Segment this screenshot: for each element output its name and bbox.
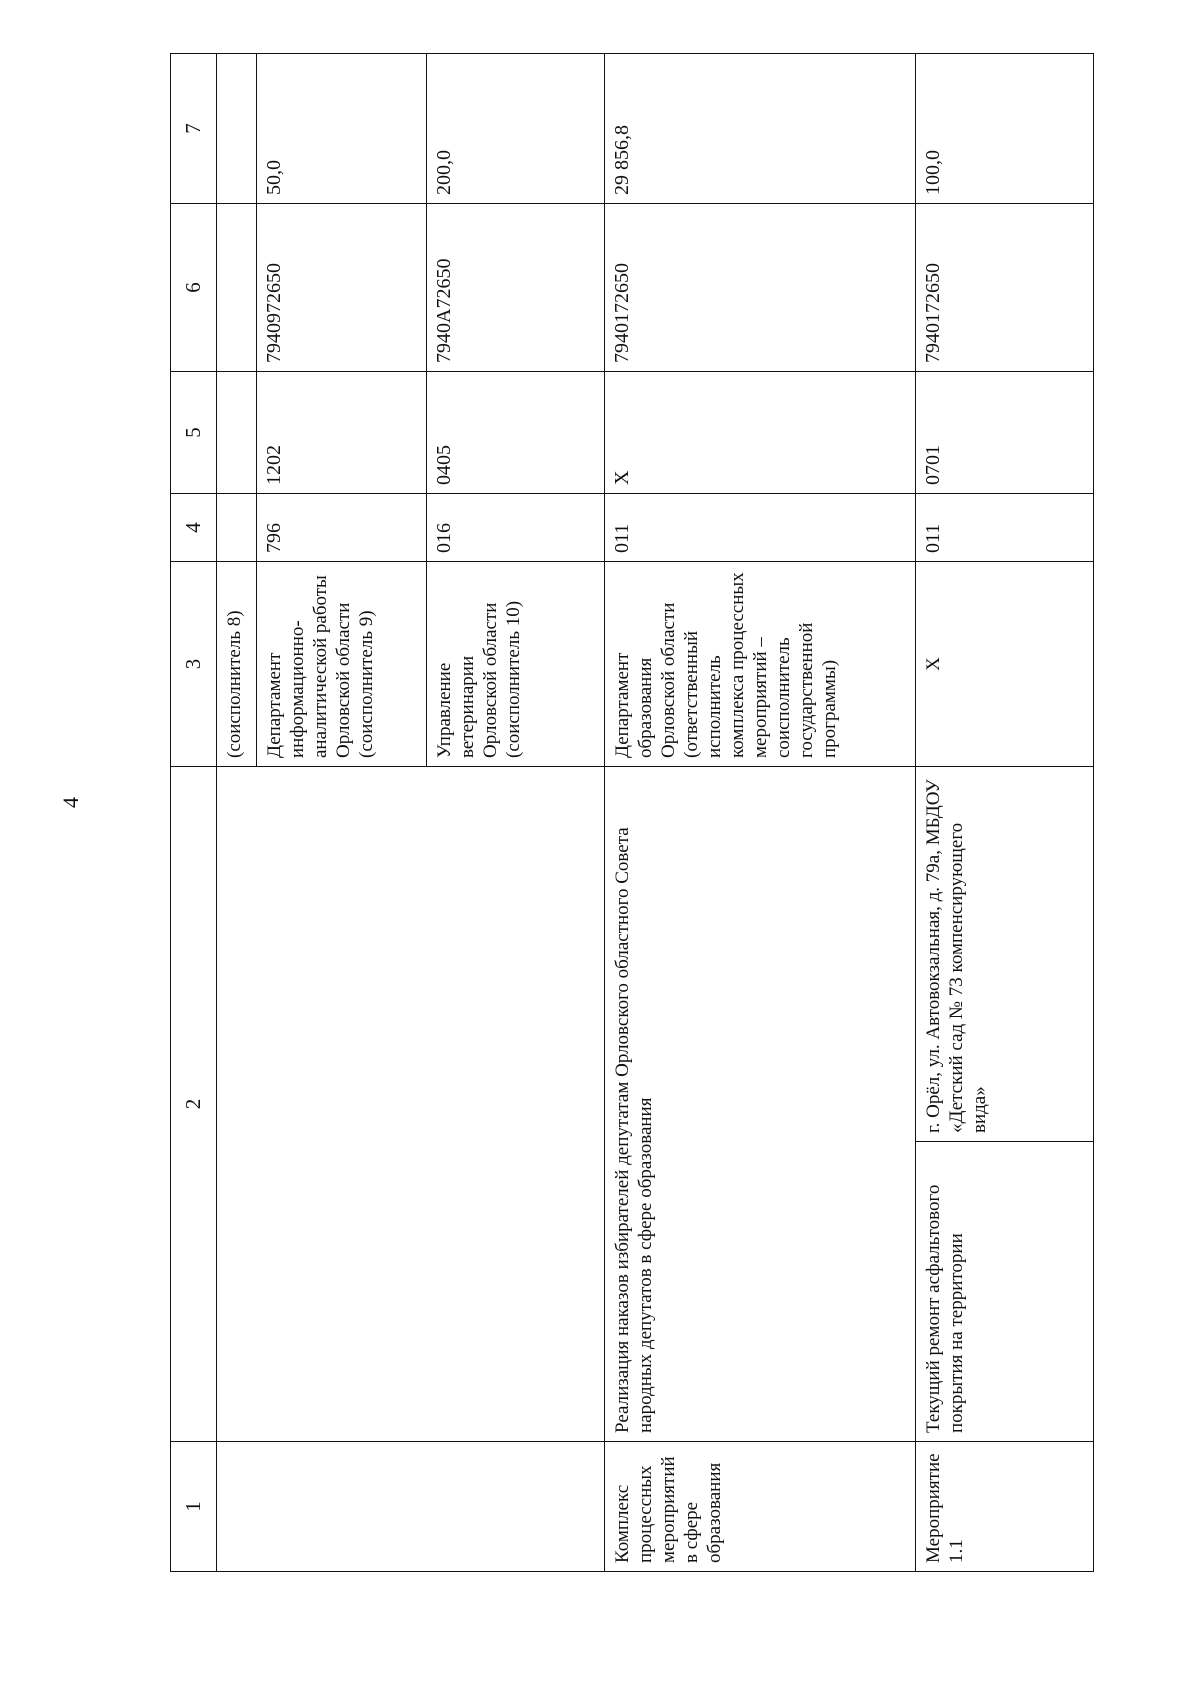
- header-cell-7: 7: [171, 54, 217, 204]
- cell-col7: [217, 54, 257, 204]
- cell-amount: 100,0: [915, 54, 1093, 204]
- cell-address: г. Орёл, ул. Автовокзальная, д. 79а, МБДОУ «Детский сад № 73 компенсирующего вида»: [915, 767, 1093, 1142]
- cell-ministry-code: 016: [427, 494, 605, 562]
- cell-executor: Департамент информационно-аналитической работы Орловской области (соисполнитель 9): [257, 562, 427, 767]
- cell-ministry-code: 011: [915, 494, 1093, 562]
- cell-executor: Х: [915, 562, 1093, 767]
- cell-target-code: 7940А72650: [427, 204, 605, 372]
- cell-col4: [217, 494, 257, 562]
- cell-measure-name: Мероприятие 1.1: [915, 1442, 1093, 1572]
- header-cell-5: 5: [171, 372, 217, 494]
- header-cell-1: 1: [171, 1442, 217, 1572]
- page-number: 4: [58, 797, 83, 808]
- cell-target-code: 7940172650: [915, 204, 1093, 372]
- cell-amount: 200,0: [427, 54, 605, 204]
- cell-section-code: 1202: [257, 372, 427, 494]
- table-row: [915, 54, 1093, 1572]
- cell-description: Реализация наказов избирателей депутатам Орловского областного Совета народных депутатов в сфере образования: [605, 767, 915, 1442]
- cell-executor: Управление ветеринарии Орловской области (соисполнитель 10): [427, 562, 605, 767]
- budget-table-sheet: [170, 54, 1094, 1572]
- cell-section-code: 0405: [427, 372, 605, 494]
- cell-complex-name: Комплекс процессных мероприятий в сфере образования: [605, 1442, 915, 1572]
- table-row: [605, 54, 915, 1572]
- header-cell-2: 2: [171, 767, 217, 1442]
- cell-executor: Департамент образования Орловской области (ответственный исполнитель комплекса процессных мероприятий – соисполнитель государственной программы): [605, 562, 915, 767]
- cell-executor: (соисполнитель 8): [217, 562, 257, 767]
- header-cell-4: 4: [171, 494, 217, 562]
- cell-ministry-code: 011: [605, 494, 915, 562]
- cell-target-code: 7940172650: [605, 204, 915, 372]
- header-cell-6: 6: [171, 204, 217, 372]
- cell-target-code: 7940972650: [257, 204, 427, 372]
- header-row: [171, 54, 217, 1572]
- cell-work-type: Текущий ремонт асфальтового покрытия на территории: [915, 1142, 1093, 1442]
- table-row: [217, 54, 257, 1572]
- cell-col2: [217, 767, 605, 1442]
- cell-section-code: Х: [605, 372, 915, 494]
- cell-col1: [217, 1442, 605, 1572]
- cell-amount: 29 856,8: [605, 54, 915, 204]
- header-cell-3: 3: [171, 562, 217, 767]
- cell-col6: [217, 204, 257, 372]
- cell-amount: 50,0: [257, 54, 427, 204]
- cell-col5: [217, 372, 257, 494]
- cell-section-code: 0701: [915, 372, 1093, 494]
- budget-table: [170, 53, 1094, 1572]
- cell-ministry-code: 796: [257, 494, 427, 562]
